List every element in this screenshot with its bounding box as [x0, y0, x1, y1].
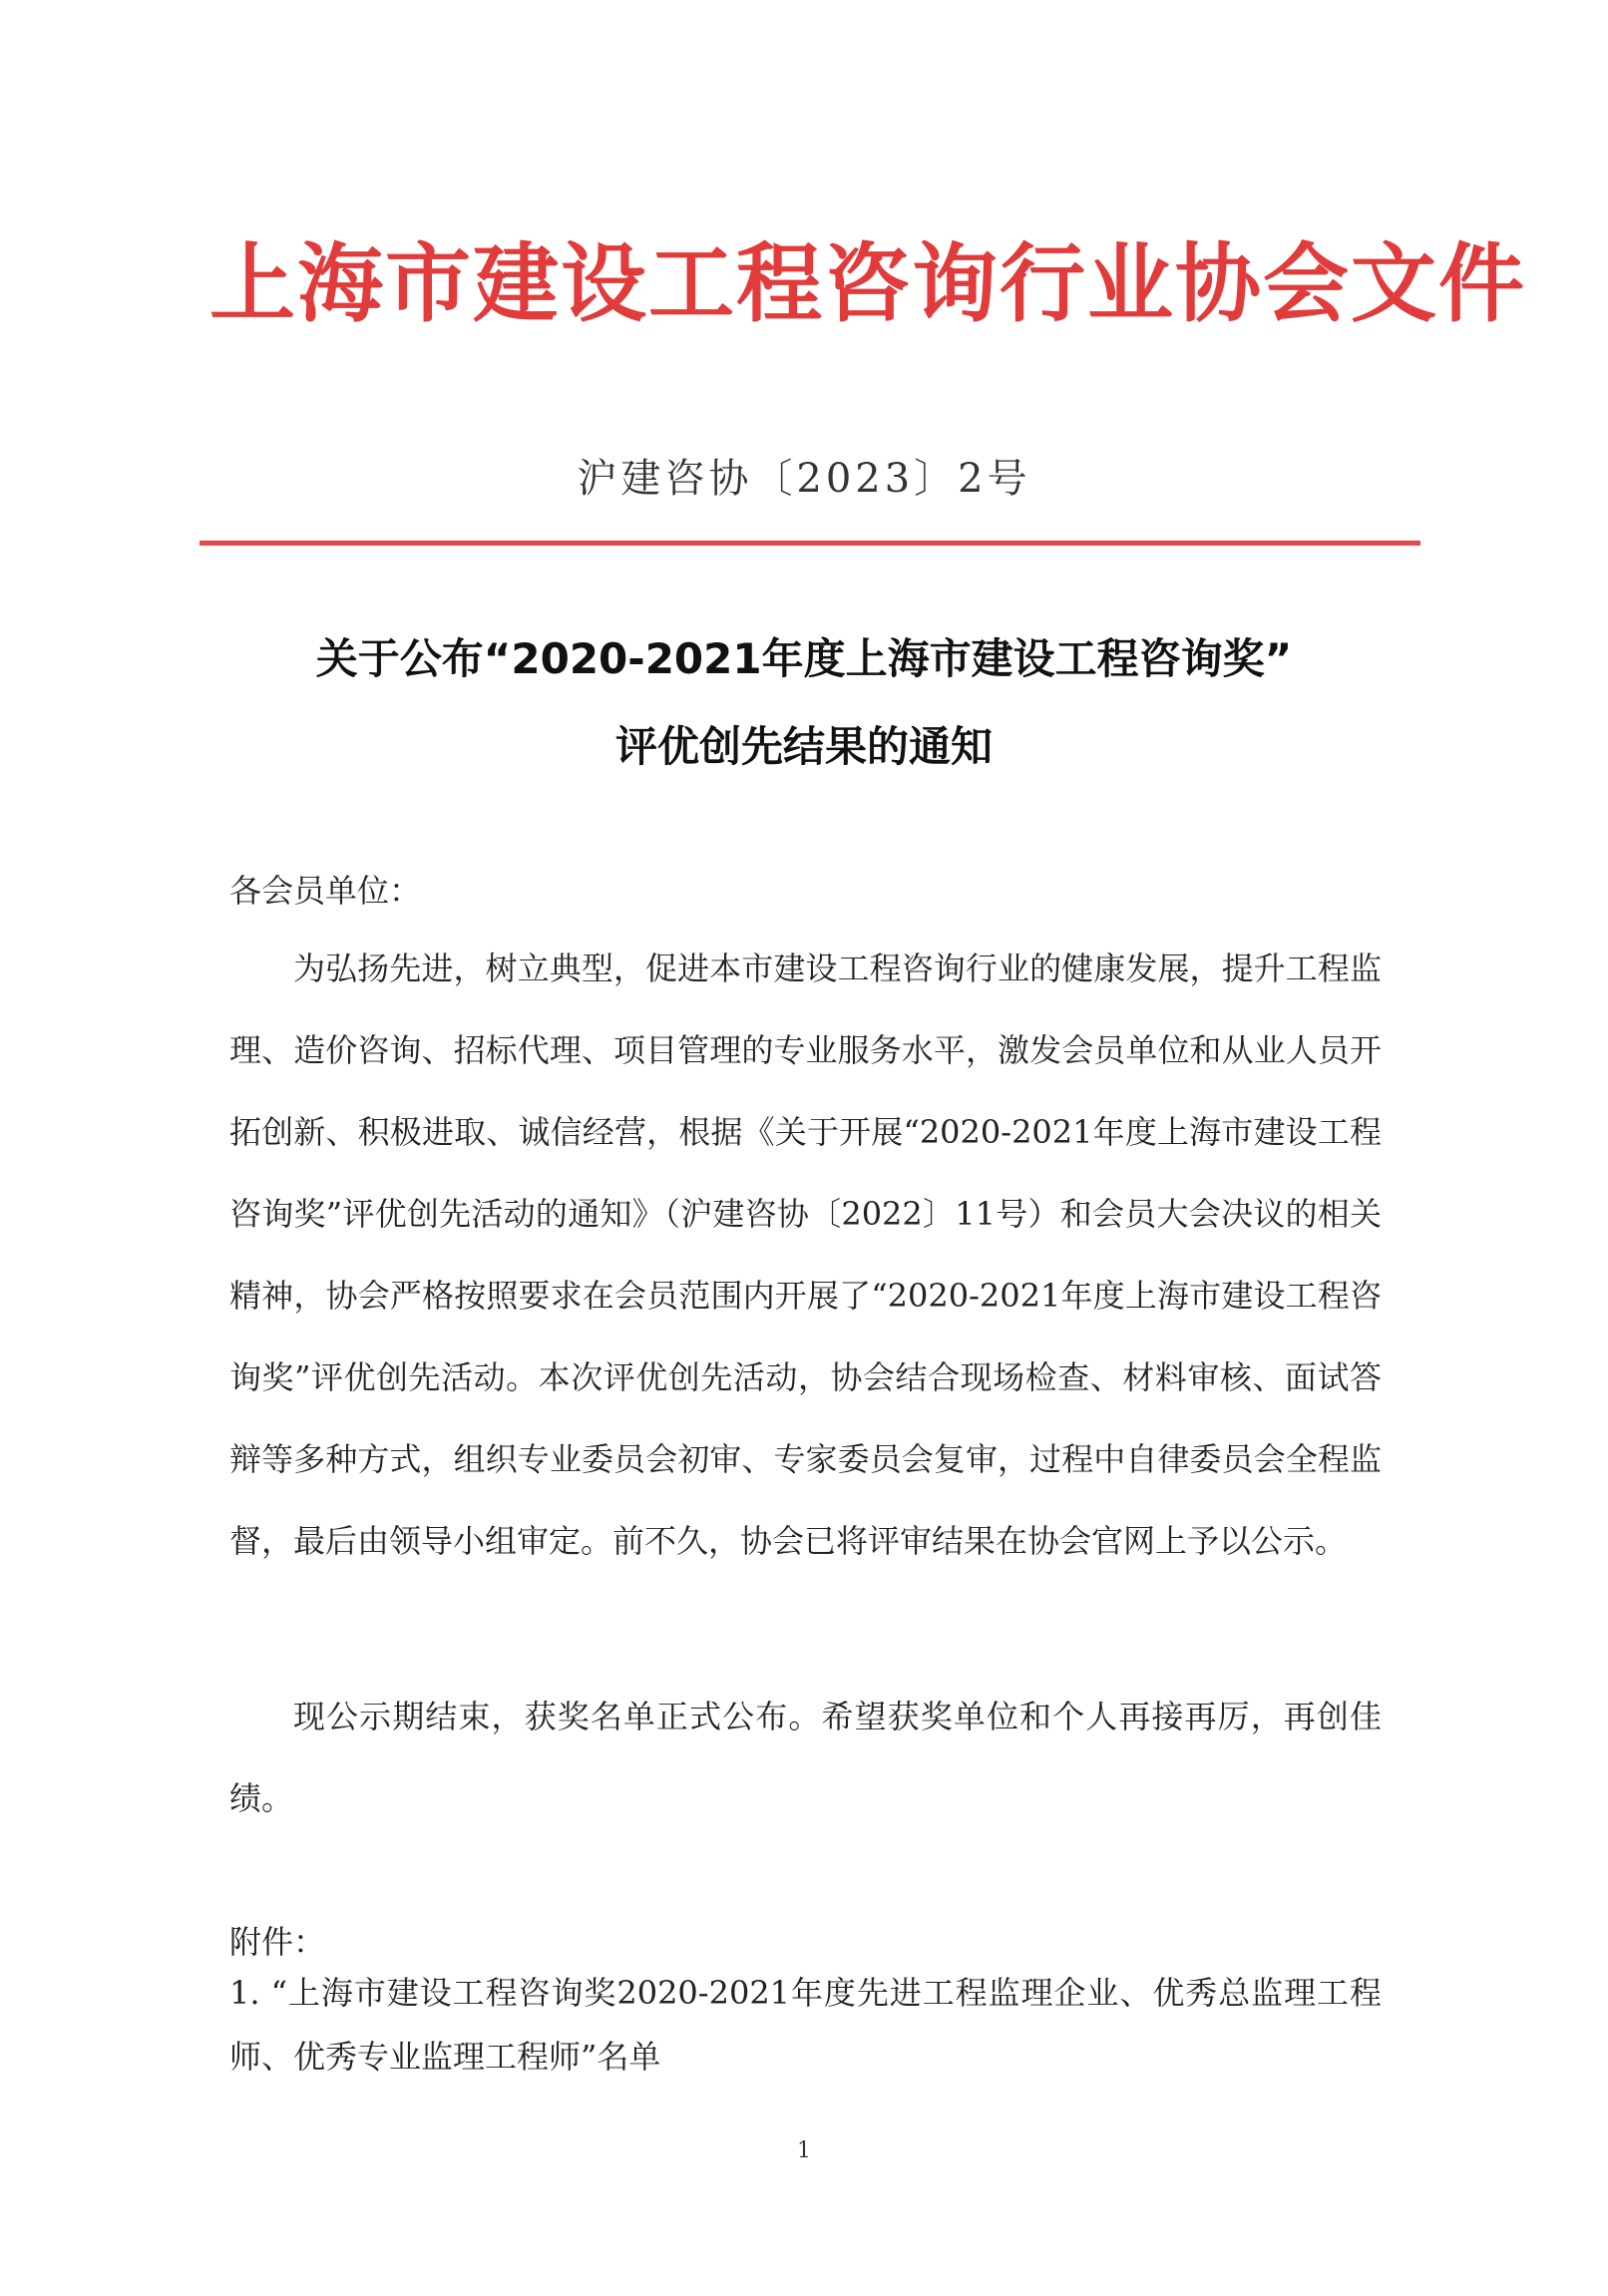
body-paragraph-2: 现公示期结束，获奖名单正式公布。希望获奖单位和个人再接再厉，再创佳绩。 — [229, 1698, 1382, 1817]
page-number: 1 — [797, 2138, 811, 2163]
attachment-label: 附件： — [229, 1923, 326, 1961]
notice-title-line-1: 关于公布“2020-2021年度上海市建设工程咨询奖” — [315, 634, 1293, 683]
document-number: 沪建咨协〔2023〕2号 — [577, 456, 1031, 502]
notice-title-line-2: 评优创先结果的通知 — [614, 722, 993, 771]
masthead-title: 上海市建设工程咨询行业协会文件 — [209, 234, 1526, 334]
body-paragraph-1: 为弘扬先进，树立典型，促进本市建设工程咨询行业的健康发展，提升工程监理、造价咨询、招标代理、项目管理的专业服务水平，激发会员单位和从业人员开拓创新、积极进取、诚信经营，根据《关于开展“2020-2021年度上海市建设工程咨询奖”评优创先活动的通知》（沪建咨协〔2022〕11号）和会员大会决议的相关精神，协会严格按照要求在会员范围内开展了“2020-2021年度上海市建设工程咨询奖”评优创先活动。本次评优创先活动，协会结合现场检查、材料审核、面试答辩等多种方式，组织专业委员会初审、专家委员会复审，过程中自律委员会全程监督，最后由领导小组审定。前不久，协会已将评审结果在协会官网上予以公示。 — [229, 950, 1382, 1560]
red-divider-rule — [200, 541, 1420, 546]
attachment-item: 1. “上海市建设工程咨询奖2020-2021年度先进工程监理企业、优秀总监理工程师、优秀专业监理工程师”名单 — [229, 1974, 1382, 2076]
salutation: 各会员单位： — [229, 872, 422, 910]
